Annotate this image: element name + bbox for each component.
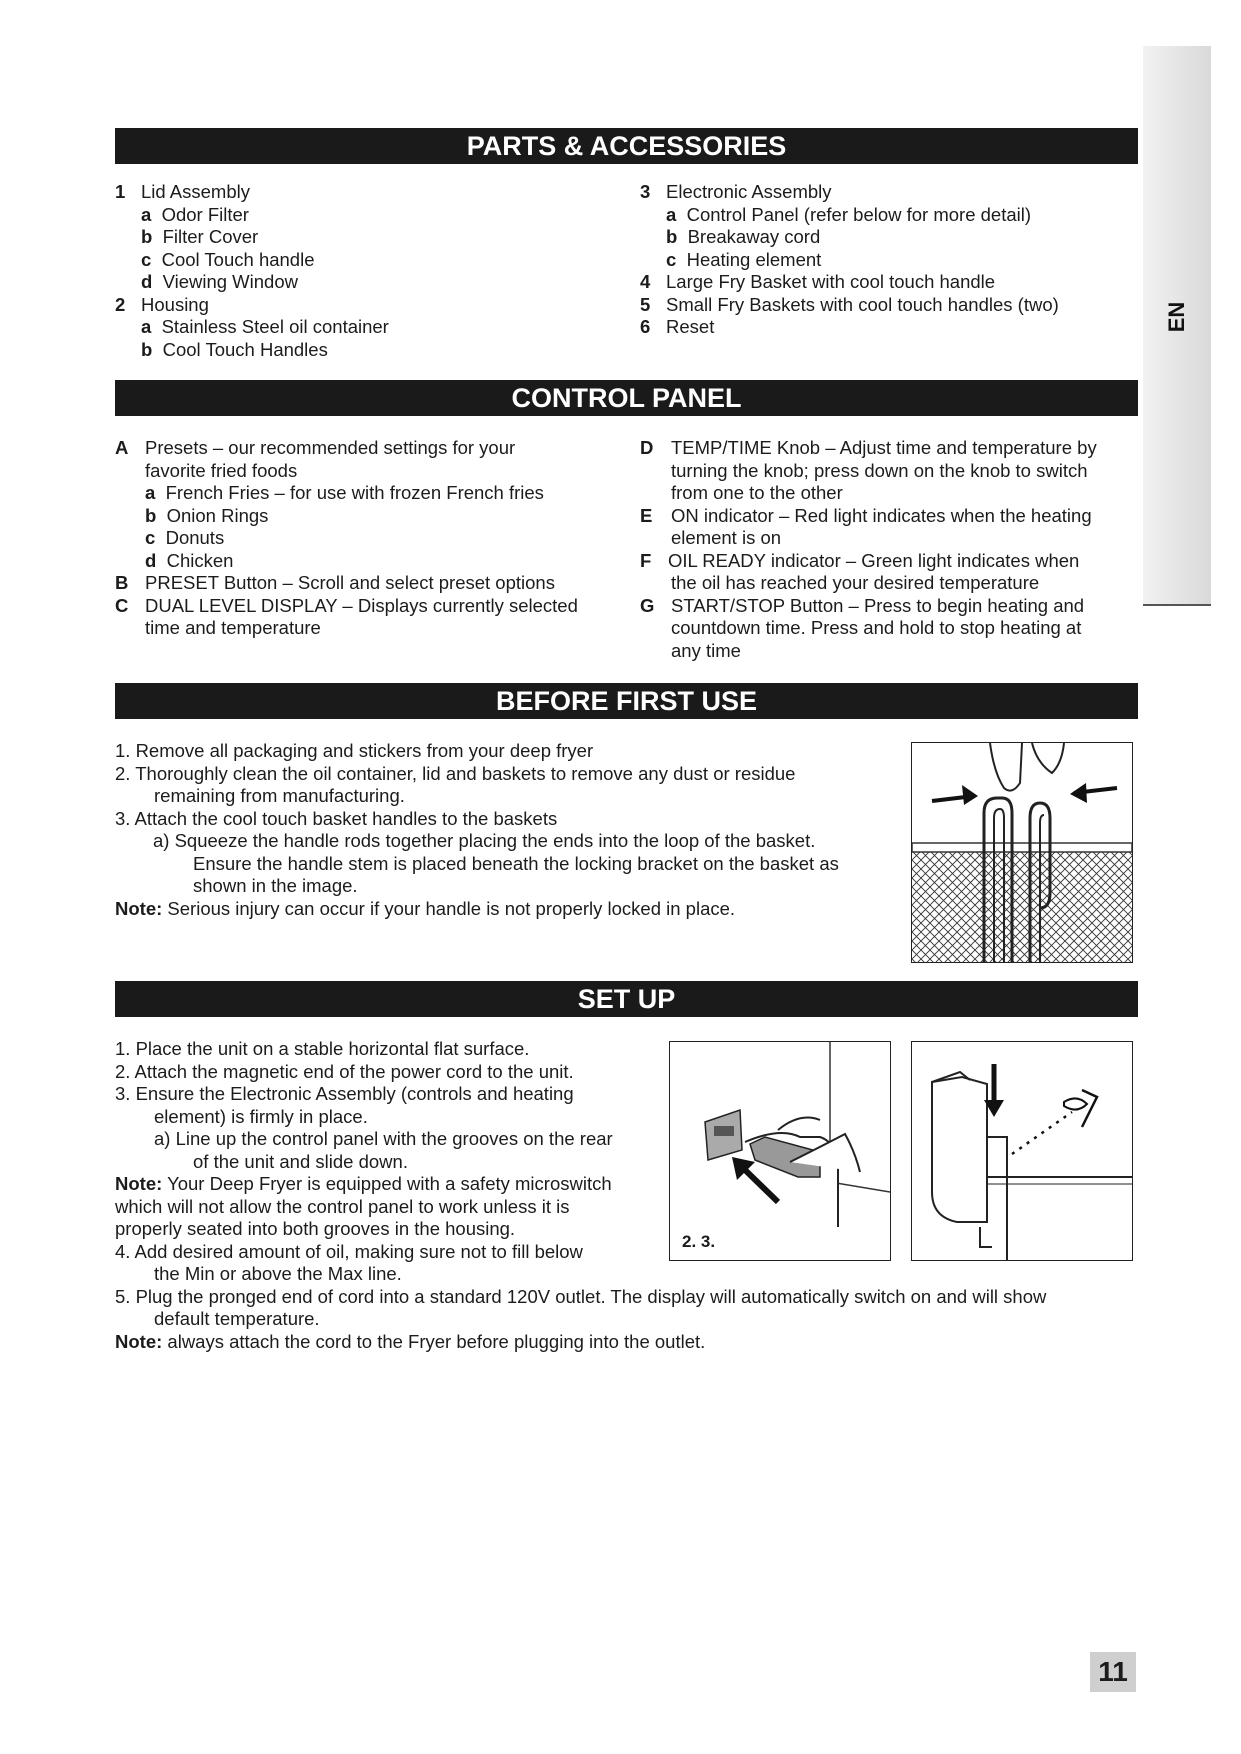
step: 3. Ensure the Electronic Assembly (controls and heating [115,1083,574,1104]
parts-left-column [115,181,389,361]
part-item-2: 2 Housing [115,293,209,315]
part-item-5: 5 Small Fry Baskets with cool touch handles (two) [640,293,1059,315]
tab-rule [1143,604,1211,606]
control-item-C: C DUAL LEVEL DISPLAY – Displays currently selected [115,594,578,616]
part-subitem: a Control Panel (refer below for more detail) [666,203,1032,225]
control-item-A-cont: favorite fried foods [145,459,298,481]
substep: a) Line up the control panel with the grooves on the rear [154,1128,613,1149]
preset-c: c Donuts [145,527,225,548]
parts-right-column [640,181,1059,339]
parts-heading: PARTS & ACCESSORIES [115,128,1138,164]
part-item-6: 6 Reset [640,316,715,337]
control-item-B: B PRESET Button – Scroll and select preset options [115,572,555,593]
step: 2. Thoroughly clean the oil container, lid and baskets to remove any dust or residue [115,762,796,784]
note-cont: which will not allow the control panel to work unless it is [115,1195,570,1217]
substep: a) Squeeze the handle rods together placing the ends into the loop of the basket. [153,830,816,851]
substep-cont: of the unit and slide down. [193,1150,408,1172]
control-item-F: F OIL READY indicator – Green light indicates when [640,549,1080,571]
before-first-use-heading: BEFORE FIRST USE [115,683,1138,719]
control-panel-heading: CONTROL PANEL [115,380,1138,416]
part-subitem: c Heating element [666,248,822,270]
part-subitem: a Stainless Steel oil container [141,316,389,337]
basket-handle-drawing [912,743,1132,962]
control-item-G-cont: any time [671,639,741,661]
note: Note: Your Deep Fryer is equipped with a safety microswitch [115,1173,612,1194]
control-item-E: E ON indicator – Red light indicates when the heating [640,504,1092,526]
preset-d: d Chicken [145,549,234,571]
part-subitem: c Cool Touch handle [141,248,315,270]
language-label: EN [1164,301,1189,333]
step: 5. Plug the pronged end of cord into a standard 120V outlet. The display will automatically switch on and will show [115,1285,1047,1307]
step: 1. Place the unit on a stable horizontal flat surface. [115,1038,530,1059]
note: Note: Serious injury can occur if your handle is not properly locked in place. [115,897,736,919]
control-item-A: A Presets – our recommended settings for your [115,437,516,458]
cord-attach-drawing [670,1042,890,1260]
before-first-use-steps [115,740,839,920]
step: 4. Add desired amount of oil, making sure not to fill below [115,1240,583,1262]
preset-b: b Onion Rings [145,504,269,526]
step-cont: element) is firmly in place. [154,1105,368,1127]
part-subitem: a Odor Filter [141,203,249,225]
step: 2. Attach the magnetic end of the power cord to the unit. [115,1060,574,1082]
step-cont: the Min or above the Max line. [154,1263,402,1284]
note: Note: always attach the cord to the Fryer before plugging into the outlet. [115,1330,706,1352]
control-item-E-cont: element is on [671,527,782,548]
control-item-D: D TEMP/TIME Knob – Adjust time and temperature by [640,437,1097,458]
figure-label: 2. 3. [682,1232,716,1251]
substep-cont: Ensure the handle stem is placed beneath the locking bracket on the basket as [193,852,839,874]
basket-handle-illustration [911,742,1133,963]
note-cont: properly seated into both grooves in the housing. [115,1218,516,1239]
control-panel-slide-drawing [912,1042,1132,1260]
step-cont: default temperature. [154,1308,320,1329]
control-item-G: G START/STOP Button – Press to begin heating and [640,594,1085,616]
part-item-3: 3 Electronic Assembly [640,181,832,202]
part-subitem: b Cool Touch Handles [141,338,328,360]
control-item-D-cont: from one to the other [671,482,843,503]
control-item-G-cont: countdown time. Press and hold to stop heating at [671,617,1082,638]
control-item-D-cont: turning the knob; press down on the knob to switch [671,459,1088,481]
control-item-F-cont: the oil has reached your desired temperature [671,572,1040,593]
step: 1. Remove all packaging and stickers from your deep fryer [115,740,594,761]
language-tab [1143,46,1211,606]
part-item-1: 1 Lid Assembly [115,181,250,202]
control-item-C-cont: time and temperature [145,617,321,638]
cord-attach-illustration [669,1041,891,1261]
preset-a: a French Fries – for use with frozen French fries [145,482,544,503]
page-number: 11 [1090,1652,1136,1692]
part-item-4: 4 Large Fry Basket with cool touch handle [640,271,996,292]
control-left-column [115,437,578,640]
set-up-heading: SET UP [115,981,1138,1017]
set-up-steps [115,1038,1046,1353]
control-right-column [640,437,1097,662]
part-subitem: b Breakaway cord [666,226,821,247]
step-cont: remaining from manufacturing. [154,785,405,806]
control-panel-slide-illustration [911,1041,1133,1261]
substep-cont: shown in the image. [193,875,358,896]
part-subitem: b Filter Cover [141,226,259,247]
part-subitem: d Viewing Window [141,271,298,292]
step: 3. Attach the cool touch basket handles to the baskets [115,807,558,829]
